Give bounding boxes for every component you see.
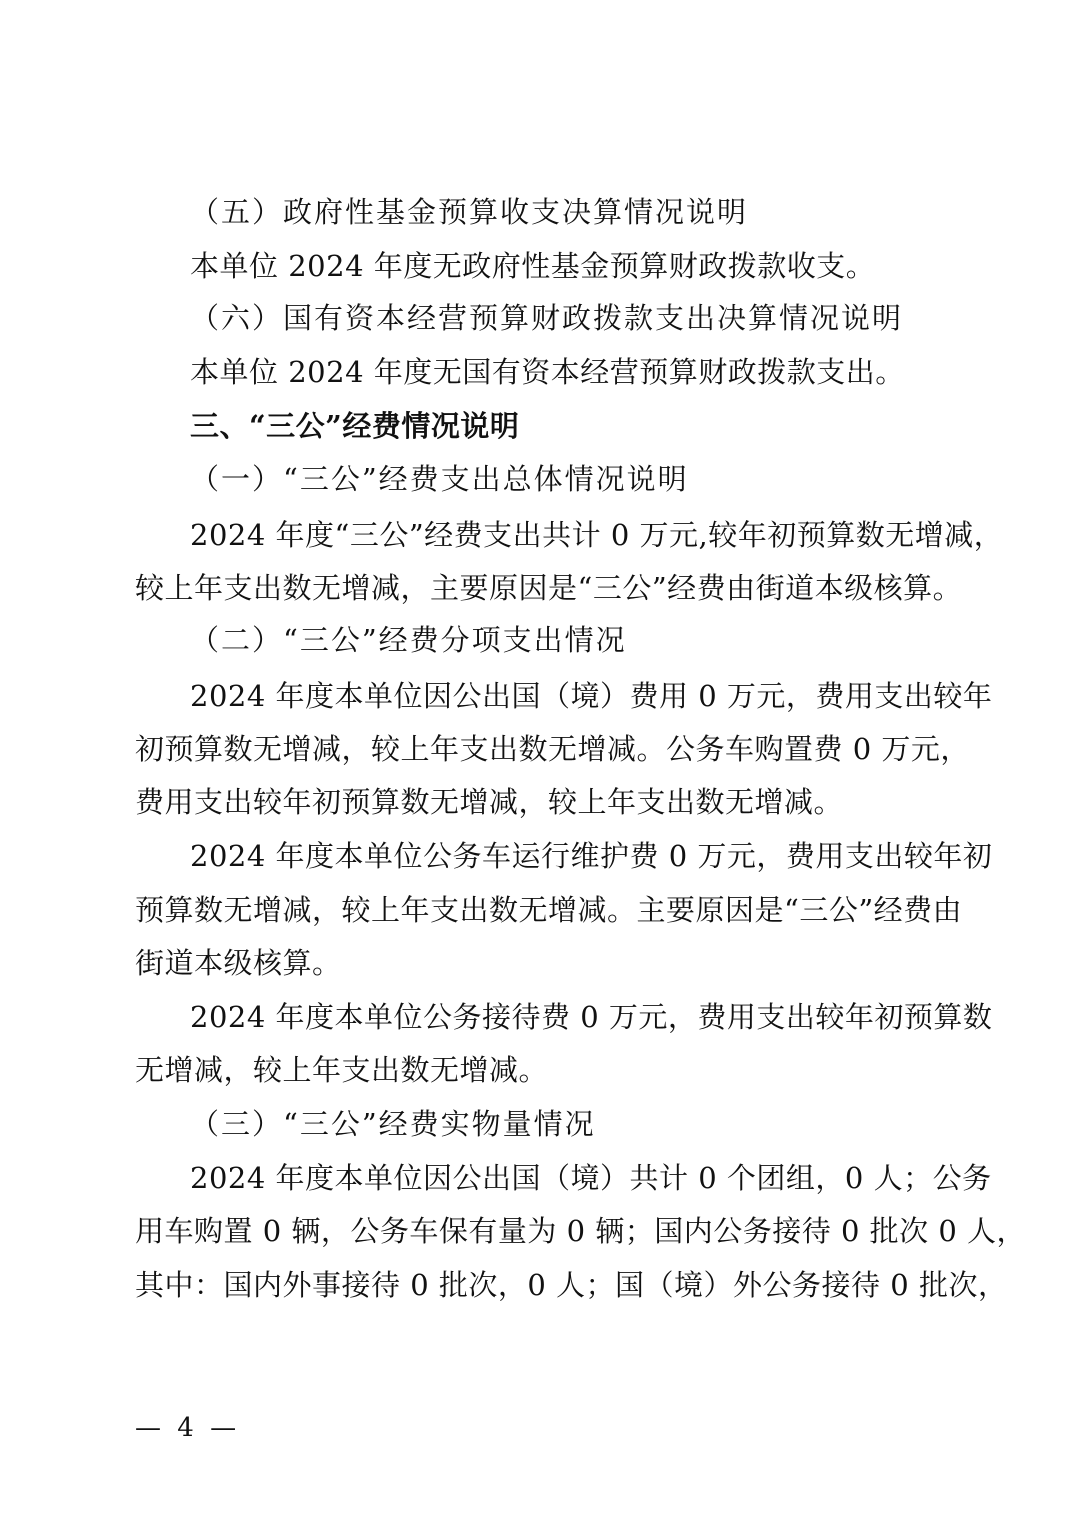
chapter-heading-3: 三、“三公”经费情况说明 [190, 409, 520, 443]
paragraph-line: 本单位 2024 年度无国有资本经营预算财政拨款支出。 [190, 355, 905, 389]
paragraph-line: 2024 年度本单位因公出国（境）费用 0 万元，费用支出较年 [190, 679, 993, 713]
paragraph-line: 无增减，较上年支出数无增减。 [135, 1053, 549, 1087]
section-heading-5: （五）政府性基金预算收支决算情况说明 [190, 195, 749, 229]
paragraph-line: 本单位 2024 年度无政府性基金预算财政拨款收支。 [190, 249, 876, 283]
section-heading-3: （三）“三公”经费实物量情况 [190, 1107, 596, 1141]
page-number: — 4 — [135, 1413, 241, 1443]
paragraph-line: 2024 年度本单位公务接待费 0 万元，费用支出较年初预算数 [190, 1000, 993, 1034]
paragraph-line: 2024 年度“三公”经费支出共计 0 万元,较年初预算数无增减， [190, 518, 1004, 552]
section-heading-2: （二）“三公”经费分项支出情况 [190, 623, 627, 657]
paragraph-line: 较上年支出数无增减，主要原因是“三公”经费由街道本级核算。 [135, 571, 963, 605]
paragraph-line: 2024 年度本单位公务车运行维护费 0 万元，费用支出较年初 [190, 839, 993, 873]
section-heading-6: （六）国有资本经营预算财政拨款支出决算情况说明 [190, 301, 904, 335]
paragraph-line: 预算数无增减，较上年支出数无增减。主要原因是“三公”经费由 [135, 893, 963, 927]
paragraph-line: 2024 年度本单位因公出国（境）共计 0 个团组，0 人；公务 [190, 1161, 992, 1195]
paragraph-line: 街道本级核算。 [135, 946, 342, 980]
section-heading-1: （一）“三公”经费支出总体情况说明 [190, 462, 689, 496]
paragraph-line: 初预算数无增减，较上年支出数无增减。公务车购置费 0 万元， [135, 732, 970, 766]
paragraph-line: 其中：国内外事接待 0 批次，0 人；国（境）外公务接待 0 批次， [135, 1268, 1008, 1302]
paragraph-line: 费用支出较年初预算数无增减，较上年支出数无增减。 [135, 785, 844, 819]
paragraph-line: 用车购置 0 辆，公务车保有量为 0 辆；国内公务接待 0 批次 0 人， [135, 1214, 1027, 1248]
